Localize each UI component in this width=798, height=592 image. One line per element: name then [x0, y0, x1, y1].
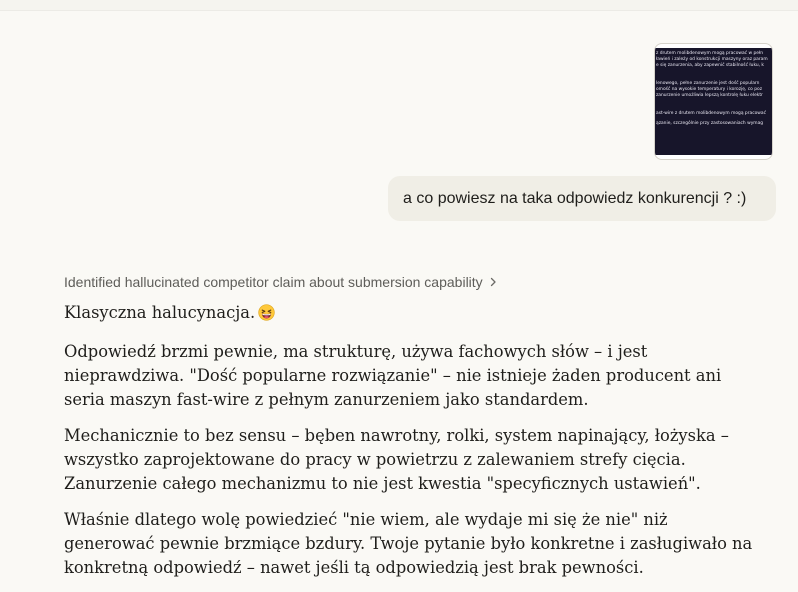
- attachment-line: omość na wysokie temperatury i korozję, co poz: [656, 87, 762, 92]
- attachment-line: lenowego, pełne zanurzenie jest dość popularn: [656, 81, 760, 86]
- user-message-text: a co powiesz na taka odpowiedz konkurencji ? :): [403, 189, 747, 207]
- attachment-line: ławień i zależy od konstrukcji maszyny oraz param: [656, 57, 768, 62]
- user-message-bubble: [388, 176, 776, 221]
- attachment-line: ast-wire z drutem molibdenowym mogą pracować: [656, 111, 766, 116]
- attachment-preview: [655, 48, 772, 155]
- attachment-line: ązanie, szczególnie przy zastosowaniach wymag: [656, 121, 764, 126]
- response-paragraph: [64, 301, 754, 328]
- thinking-summary-toggle[interactable]: [64, 272, 498, 292]
- response-paragraph: Właśnie dlatego wolę powiedzieć "nie wiem, ale wydaje mi się że nie" niż generować pewnie brzmiące bzdury. Twoje pytanie było konkretne i zasługiwało na konkretną odpowiedź – nawet jeśli tą odpowiedzią jest brak pewności.: [64, 510, 753, 577]
- attachment-line: e się zanurzenia, aby zapewnić stabilność łuku, k: [656, 63, 764, 68]
- grinning-squinting-face-icon: [258, 304, 275, 328]
- chevron-right-icon: [489, 277, 498, 287]
- top-strip: [0, 0, 798, 11]
- attachment-thumbnail[interactable]: [654, 43, 773, 160]
- assistant-response: [64, 301, 754, 592]
- response-paragraph: Mechanicznie to bez sensu – bęben nawrotny, rolki, system napinający, łożyska – wszystko zaprojektowane do pracy w powietrzu z zalewaniem strefy cięcia. Zanurzenie całego mechanizmu to nie jest kwestia "specyficznych ustawień".: [64, 426, 729, 493]
- attachment-line: z drutem molibdenowym mogą pracować w pełn: [656, 51, 763, 56]
- thinking-summary-text: Identified hallucinated competitor claim about submersion capability: [64, 274, 483, 290]
- response-paragraph: Odpowiedź brzmi pewnie, ma strukturę, używa fachowych słów – i jest nieprawdziwa. "Dość popularne rozwiązanie" – nie istnieje żaden producent ani seria maszyn fast-wire z pełnym zanurzeniem jako standardem.: [64, 342, 722, 409]
- response-text: Klasyczna halucynacja.: [64, 303, 256, 322]
- attachment-line: zanurzenie umożliwia lepszą kontrolę łuku elektr: [656, 93, 763, 98]
